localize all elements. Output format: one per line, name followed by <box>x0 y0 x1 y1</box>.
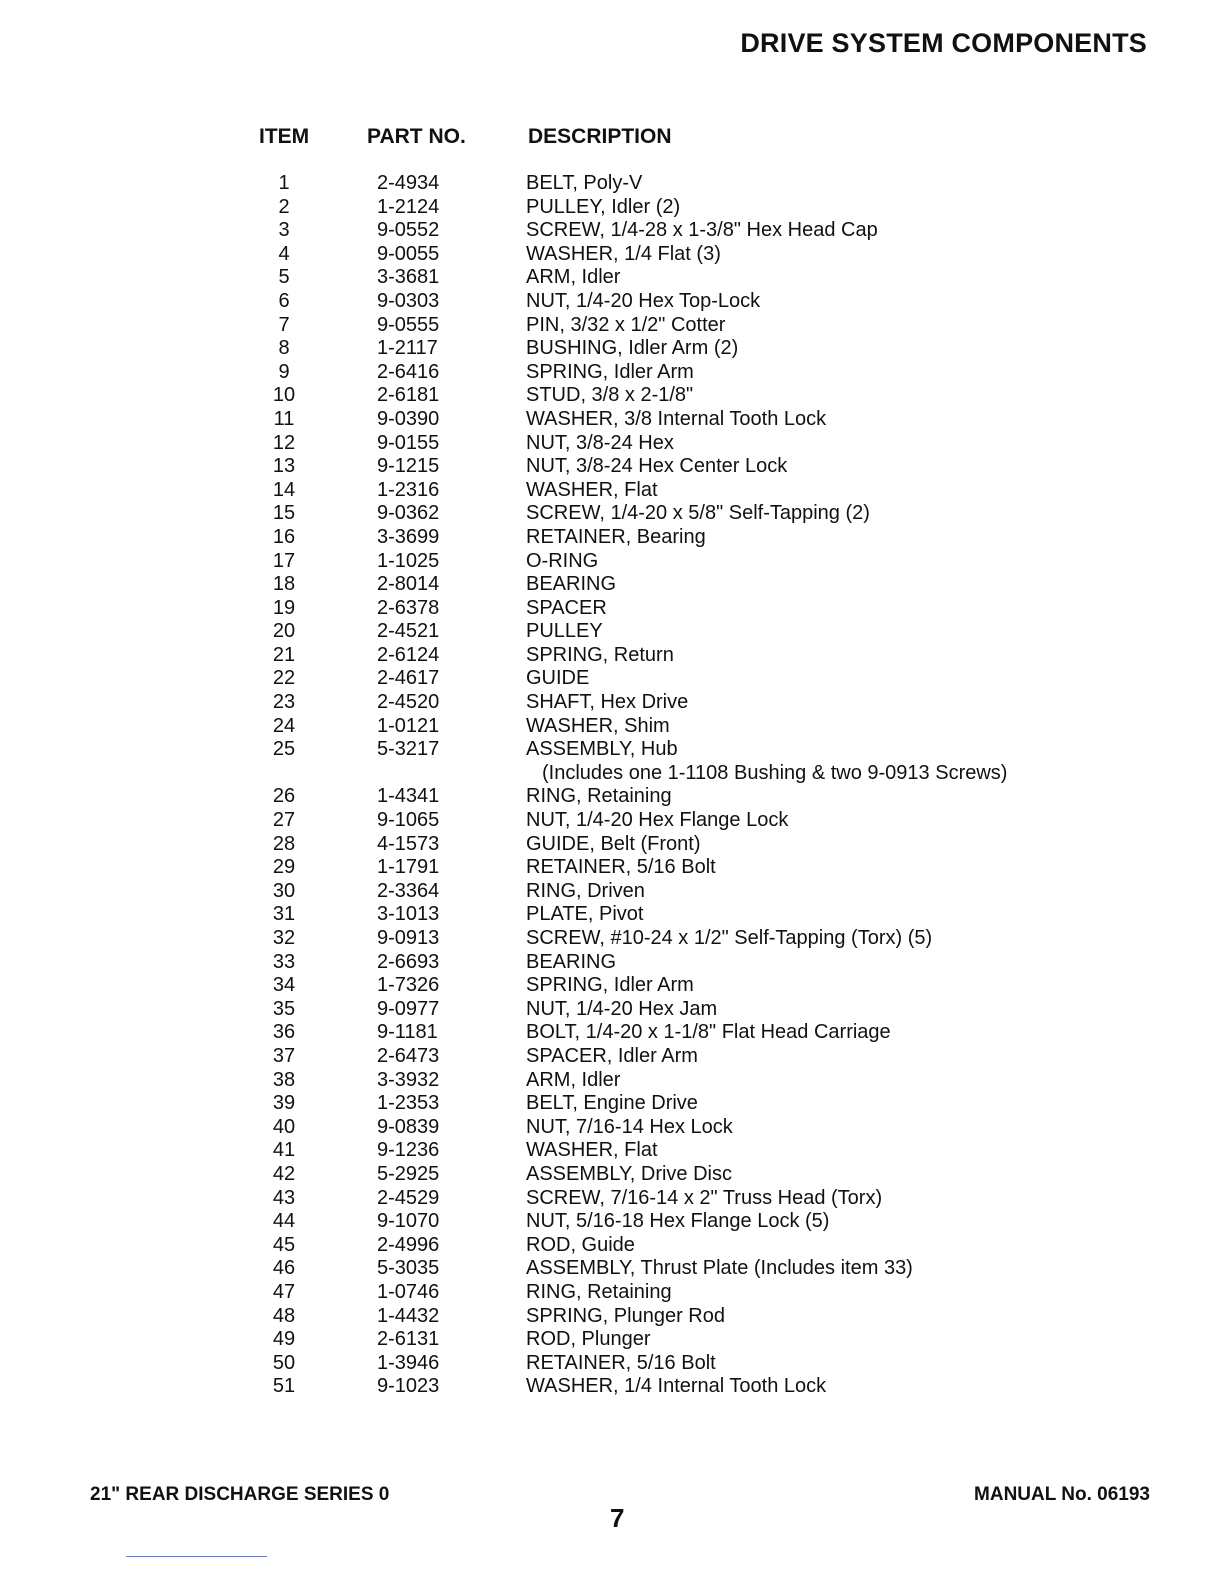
description: NUT, 5/16-18 Hex Flange Lock (5) <box>526 1210 830 1233</box>
part-number: 2-6693 <box>377 950 440 973</box>
table-row <box>0 550 1224 574</box>
item-number: 50 <box>272 1351 296 1374</box>
table-row <box>0 644 1224 668</box>
item-number: 19 <box>272 596 296 619</box>
table-row <box>0 1257 1224 1281</box>
description: SPRING, Idler Arm <box>526 974 694 997</box>
table-header <box>0 125 1224 151</box>
table-row <box>0 715 1224 739</box>
footer-manual-number: MANUAL No. 06193 <box>974 1484 1150 1505</box>
table-row <box>0 856 1224 880</box>
description: SPACER, Idler Arm <box>526 1044 698 1067</box>
table-row <box>0 573 1224 597</box>
item-number: 14 <box>272 478 296 501</box>
table-row <box>0 1305 1224 1329</box>
part-number: 9-1236 <box>377 1139 440 1162</box>
item-number: 34 <box>272 974 296 997</box>
item-number: 5 <box>278 266 290 289</box>
table-row <box>0 361 1224 385</box>
description: ASSEMBLY, Hub <box>526 738 678 761</box>
description: O-RING <box>526 549 599 572</box>
table-row <box>0 1021 1224 1045</box>
part-number: 9-1023 <box>377 1375 440 1398</box>
part-number: 2-4934 <box>377 172 440 194</box>
description: PLATE, Pivot <box>526 903 644 926</box>
item-number: 27 <box>272 809 296 832</box>
part-number: 3-3932 <box>377 1068 440 1091</box>
description: RETAINER, 5/16 Bolt <box>526 856 716 879</box>
part-number: 4-1573 <box>377 832 440 855</box>
part-number: 9-0155 <box>377 431 440 454</box>
part-number: 5-3217 <box>377 738 440 761</box>
description: NUT, 1/4-20 Hex Flange Lock <box>526 809 789 832</box>
part-number: 5-2925 <box>377 1162 440 1185</box>
page-title: DRIVE SYSTEM COMPONENTS <box>740 28 1147 58</box>
part-number: 2-6473 <box>377 1044 440 1067</box>
description: RETAINER, 5/16 Bolt <box>526 1351 716 1374</box>
page-number: 7 <box>610 1503 625 1533</box>
table-row <box>0 314 1224 338</box>
table-row <box>0 597 1224 621</box>
table-row <box>0 903 1224 927</box>
item-number: 32 <box>272 927 296 949</box>
description: RETAINER, Bearing <box>526 525 706 548</box>
item-number: 49 <box>272 1328 296 1351</box>
table-row <box>0 266 1224 290</box>
table-row <box>0 502 1224 526</box>
item-number: 7 <box>278 313 290 336</box>
part-number: 2-6378 <box>377 596 440 619</box>
item-number: 16 <box>272 525 296 548</box>
part-number: 2-6124 <box>377 643 440 666</box>
description: NUT, 1/4-20 Hex Jam <box>526 997 718 1020</box>
description: BELT, Engine Drive <box>526 1092 698 1115</box>
part-number: 1-1025 <box>377 549 440 572</box>
description: ROD, Plunger <box>526 1328 651 1351</box>
table-row <box>0 1092 1224 1116</box>
part-number: 9-0555 <box>377 313 440 336</box>
item-number: 2 <box>278 195 290 218</box>
table-row <box>0 1281 1224 1305</box>
table-row <box>0 620 1224 644</box>
item-number: 12 <box>272 431 296 454</box>
item-number: 8 <box>278 337 290 360</box>
table-row <box>0 384 1224 408</box>
table-row <box>0 455 1224 479</box>
table-row <box>0 1116 1224 1140</box>
table-row <box>0 880 1224 904</box>
table-row <box>0 408 1224 432</box>
column-header-description: DESCRIPTION <box>528 125 672 148</box>
table-row <box>0 243 1224 267</box>
part-number: 9-0913 <box>377 927 440 949</box>
table-row <box>0 927 1224 951</box>
description: STUD, 3/8 x 2-1/8" <box>526 384 694 407</box>
item-number: 24 <box>272 714 296 737</box>
part-number: 1-2353 <box>377 1092 440 1115</box>
description-note: (Includes one 1-1108 Bushing & two 9-0913 Screws) <box>542 761 1008 784</box>
description: ARM, Idler <box>526 266 621 289</box>
table-row <box>0 1187 1224 1211</box>
description: NUT, 3/8-24 Hex <box>526 431 674 454</box>
item-number: 33 <box>272 950 296 973</box>
table-row <box>0 1045 1224 1069</box>
item-number: 25 <box>272 738 296 761</box>
description: GUIDE, Belt (Front) <box>526 832 701 855</box>
description: ARM, Idler <box>526 1068 621 1091</box>
table-row <box>0 998 1224 1022</box>
description: NUT, 1/4-20 Hex Top-Lock <box>526 289 761 312</box>
description: SPRING, Plunger Rod <box>526 1304 725 1327</box>
item-number: 29 <box>272 856 296 879</box>
item-number: 35 <box>272 997 296 1020</box>
table-row <box>0 738 1224 762</box>
item-number: 45 <box>272 1233 296 1256</box>
part-number: 3-1013 <box>377 903 440 926</box>
table-row <box>0 526 1224 550</box>
table-row <box>0 1375 1224 1399</box>
item-number: 13 <box>272 455 296 478</box>
part-number: 2-4521 <box>377 620 440 643</box>
table-row <box>0 1139 1224 1163</box>
part-number: 9-1070 <box>377 1210 440 1233</box>
description: BOLT, 1/4-20 x 1-1/8" Flat Head Carriage <box>526 1021 891 1044</box>
part-number: 1-1791 <box>377 856 440 879</box>
description: PULLEY <box>526 620 603 643</box>
item-number: 46 <box>272 1257 296 1280</box>
description: SPACER <box>526 596 607 619</box>
description: WASHER, 1/4 Flat (3) <box>526 242 721 265</box>
part-number: 9-0977 <box>377 997 440 1020</box>
description: RING, Driven <box>526 879 645 902</box>
description: RING, Retaining <box>526 785 672 808</box>
description: BELT, Poly-V <box>526 172 643 194</box>
table-row <box>0 809 1224 833</box>
table-row <box>0 1210 1224 1234</box>
item-number: 18 <box>272 573 296 596</box>
table-row <box>0 1069 1224 1093</box>
part-number: 9-0303 <box>377 289 440 312</box>
part-number: 3-3681 <box>377 266 440 289</box>
table-row <box>0 1328 1224 1352</box>
part-number: 2-8014 <box>377 573 440 596</box>
column-header-part-no: PART NO. <box>367 125 466 148</box>
part-number: 9-0839 <box>377 1115 440 1138</box>
description: ROD, Guide <box>526 1233 635 1256</box>
item-number: 51 <box>272 1375 296 1398</box>
item-number: 23 <box>272 691 296 714</box>
item-number: 22 <box>272 667 296 690</box>
table-row <box>0 219 1224 243</box>
part-number: 9-0055 <box>377 242 440 265</box>
item-number: 20 <box>272 620 296 643</box>
part-number: 1-0121 <box>377 714 440 737</box>
description: WASHER, Flat <box>526 478 658 501</box>
part-number: 2-6181 <box>377 384 440 407</box>
table-row <box>0 974 1224 998</box>
table-row <box>0 337 1224 361</box>
item-number: 11 <box>273 407 295 430</box>
part-number: 9-0390 <box>377 407 440 430</box>
part-number: 1-0746 <box>377 1280 440 1303</box>
description: RING, Retaining <box>526 1280 672 1303</box>
description: WASHER, Flat <box>526 1139 658 1162</box>
item-number: 31 <box>272 903 296 926</box>
item-number: 44 <box>272 1210 296 1233</box>
table-row <box>0 951 1224 975</box>
item-number: 9 <box>278 360 290 383</box>
description: BEARING <box>526 950 617 973</box>
description: NUT, 3/8-24 Hex Center Lock <box>526 455 788 478</box>
item-number: 42 <box>272 1162 296 1185</box>
part-number: 1-2316 <box>377 478 440 501</box>
part-number: 2-4996 <box>377 1233 440 1256</box>
item-number: 26 <box>272 785 296 808</box>
item-number: 37 <box>272 1044 296 1067</box>
part-number: 2-4529 <box>377 1186 440 1209</box>
description: SPRING, Return <box>526 643 674 666</box>
item-number: 30 <box>272 879 296 902</box>
item-number: 4 <box>278 242 290 265</box>
column-header-item: ITEM <box>259 125 310 148</box>
part-number: 9-0362 <box>377 502 440 525</box>
table-row <box>0 479 1224 503</box>
part-number: 1-2117 <box>377 337 438 360</box>
description: ASSEMBLY, Thrust Plate (Includes item 33) <box>526 1257 913 1280</box>
part-number: 1-3946 <box>377 1351 440 1374</box>
description: ASSEMBLY, Drive Disc <box>526 1162 732 1185</box>
description: SCREW, #10-24 x 1/2" Self-Tapping (Torx) (5) <box>526 927 933 949</box>
table-row <box>0 1234 1224 1258</box>
item-number: 41 <box>272 1139 296 1162</box>
item-number: 21 <box>272 643 296 666</box>
table-row <box>0 762 1224 786</box>
part-number: 9-1065 <box>377 809 440 832</box>
item-number: 10 <box>272 384 296 407</box>
description: NUT, 7/16-14 Hex Lock <box>526 1115 733 1138</box>
description: GUIDE <box>526 667 590 690</box>
item-number: 28 <box>272 832 296 855</box>
item-number: 38 <box>272 1068 296 1091</box>
description: PIN, 3/32 x 1/2" Cotter <box>526 313 726 336</box>
description: WASHER, Shim <box>526 714 670 737</box>
item-number: 17 <box>272 549 296 572</box>
part-number: 2-6416 <box>377 360 440 383</box>
item-number: 40 <box>272 1115 296 1138</box>
item-number: 43 <box>272 1186 296 1209</box>
table-row <box>0 432 1224 456</box>
footer-series: 21" REAR DISCHARGE SERIES 0 <box>90 1484 390 1505</box>
part-number: 9-1215 <box>377 455 440 478</box>
part-number: 1-4341 <box>377 785 440 808</box>
description: BUSHING, Idler Arm (2) <box>526 337 739 360</box>
description: BEARING <box>526 573 617 596</box>
table-row <box>0 785 1224 809</box>
part-number: 2-4617 <box>377 667 440 690</box>
table-row <box>0 1163 1224 1187</box>
table-row <box>0 1352 1224 1376</box>
part-number: 1-2124 <box>377 195 440 218</box>
item-number: 39 <box>272 1092 296 1115</box>
table-row <box>0 691 1224 715</box>
item-number: 36 <box>272 1021 296 1044</box>
description: SCREW, 7/16-14 x 2" Truss Head (Torx) <box>526 1186 883 1209</box>
description: PULLEY, Idler (2) <box>526 195 681 218</box>
table-row <box>0 172 1224 196</box>
part-number: 3-3699 <box>377 525 440 548</box>
item-number: 1 <box>278 172 290 194</box>
parts-list <box>0 172 1224 1399</box>
item-number: 47 <box>272 1280 296 1303</box>
item-number: 6 <box>278 289 290 312</box>
part-number: 2-4520 <box>377 691 440 714</box>
table-row <box>0 833 1224 857</box>
part-number: 2-3364 <box>377 879 440 902</box>
item-number: 48 <box>272 1304 296 1327</box>
part-number: 9-0552 <box>377 219 440 242</box>
description: SCREW, 1/4-28 x 1-3/8" Hex Head Cap <box>526 219 878 242</box>
item-number: 15 <box>272 502 296 525</box>
description: SCREW, 1/4-20 x 5/8" Self-Tapping (2) <box>526 502 870 525</box>
part-number: 5-3035 <box>377 1257 440 1280</box>
description: SPRING, Idler Arm <box>526 360 694 383</box>
part-number: 2-6131 <box>377 1328 440 1351</box>
part-number: 1-4432 <box>377 1304 440 1327</box>
description: WASHER, 3/8 Internal Tooth Lock <box>526 407 827 430</box>
description: WASHER, 1/4 Internal Tooth Lock <box>526 1375 827 1398</box>
table-row <box>0 196 1224 220</box>
part-number: 9-1181 <box>377 1021 438 1044</box>
part-number: 1-7326 <box>377 974 440 997</box>
table-row <box>0 290 1224 314</box>
scan-edge-line <box>126 1556 267 1557</box>
item-number: 3 <box>278 219 290 242</box>
table-row <box>0 667 1224 691</box>
description: SHAFT, Hex Drive <box>526 691 689 714</box>
